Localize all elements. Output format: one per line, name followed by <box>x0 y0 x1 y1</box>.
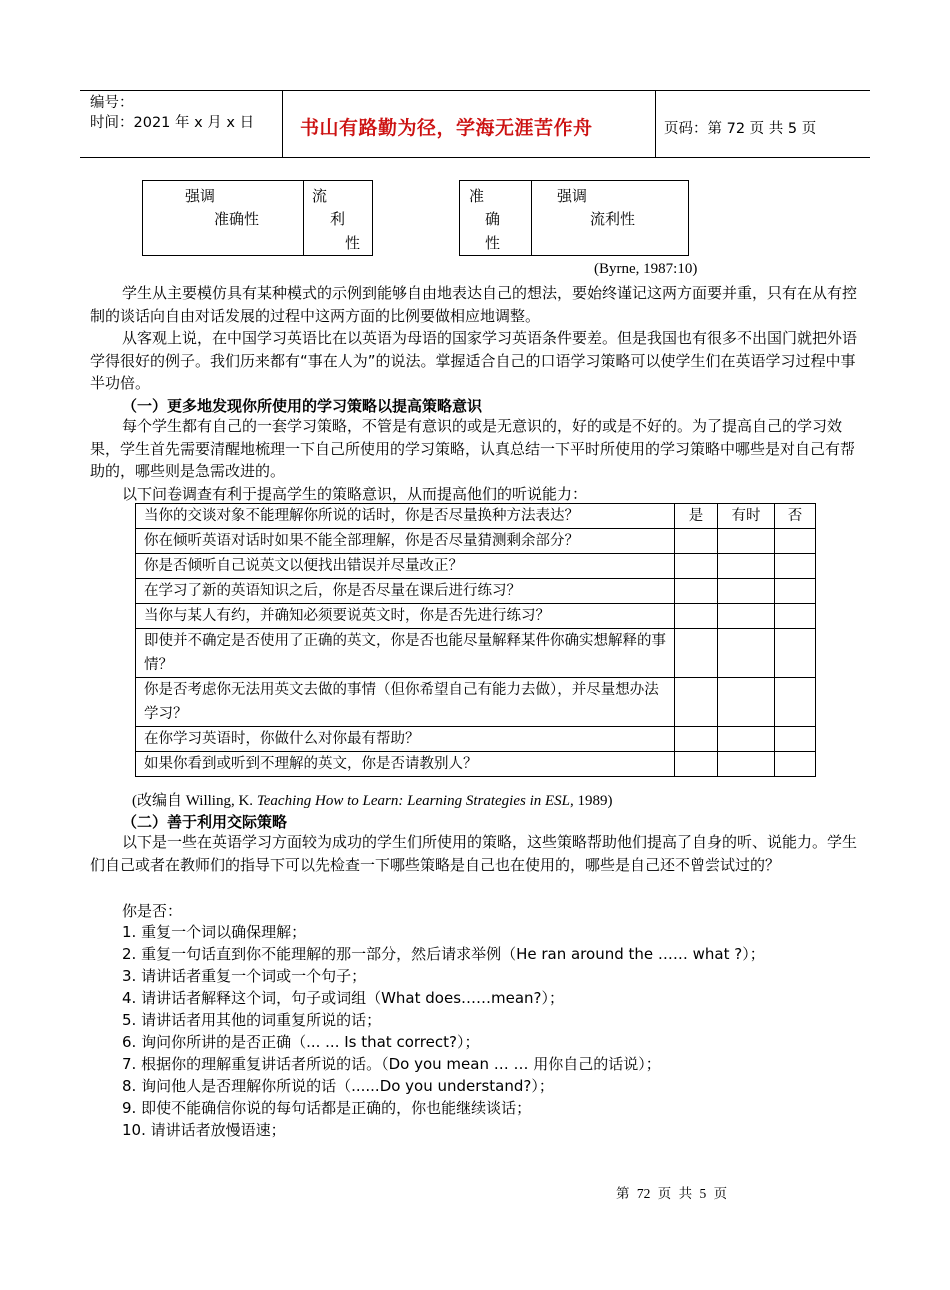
list-item: 5. 请讲话者用其他的词重复所说的话； <box>122 1011 382 1029</box>
list-item: 8. 询问他人是否理解你所说的话（......Do you understand?）； <box>122 1077 554 1095</box>
survey-answer-sometimes[interactable] <box>718 752 775 777</box>
table-row <box>136 554 816 579</box>
survey-answer-yes[interactable] <box>675 554 718 579</box>
paragraph-context: 从客观上说，在中国学习英语比在以英语为母语的国家学习英语条件要差。但是我国也有很多不出国门就把外语学得很好的例子。我们历来都有“事在人为”的说法。掌握适合自己的口语学习策略可以使学生们在英语学习过程中事半功倍。 <box>90 329 858 392</box>
survey-answer-no[interactable] <box>775 579 816 604</box>
survey-question: 当你的交谈对象不能理解你所说的话时，你是否尽量换种方法表达？ <box>136 504 675 529</box>
accuracy-box-divider <box>303 180 304 256</box>
list-item: 9. 即使不能确信你说的每句话都是正确的，你也能继续谈话； <box>122 1099 532 1117</box>
survey-answer-sometimes[interactable] <box>718 678 775 727</box>
survey-answer-sometimes[interactable] <box>718 629 775 678</box>
survey-answer-no[interactable] <box>775 529 816 554</box>
survey-answer-yes[interactable] <box>675 529 718 554</box>
header-divider-right <box>655 90 656 158</box>
section-heading-1: （一）更多地发现你所使用的学习策略以提高策略意识 <box>122 397 483 415</box>
accuracy-box-fluency-2: 利 <box>330 210 346 228</box>
survey-answer-sometimes[interactable] <box>718 554 775 579</box>
fluency-box-emphasis: 强调 <box>557 187 588 205</box>
citation-willing-suffix: , 1989) <box>570 793 613 809</box>
survey-answer-yes[interactable] <box>675 604 718 629</box>
survey-question: 即使并不确定是否使用了正确的英文，你是否也能尽量解释某件你确实想解释的事情？ <box>136 629 675 678</box>
survey-answer-yes[interactable] <box>675 579 718 604</box>
header-motto: 书山有路勤为径，学海无涯苦作舟 <box>300 117 593 139</box>
survey-question: 你是否倾听自己说英文以便找出错误并尽量改正？ <box>136 554 675 579</box>
table-row <box>136 752 816 777</box>
survey-header-sometimes: 有时 <box>718 504 775 529</box>
table-row <box>136 579 816 604</box>
survey-answer-yes[interactable] <box>675 752 718 777</box>
list-intro: 你是否： <box>122 902 183 920</box>
paragraph-communication: 以下是一些在英语学习方面较为成功的学生们所使用的策略，这些策略帮助他们提高了自身的听、说能力。学生们自己或者在教师们的指导下可以先检查一下哪些策略是自己也在使用的，哪些是自己还不曾尝试过的？ <box>90 833 858 874</box>
survey-answer-no[interactable] <box>775 727 816 752</box>
list-item: 1. 重复一个词以确保理解； <box>122 923 307 941</box>
survey-answer-sometimes[interactable] <box>718 604 775 629</box>
survey-header-no: 否 <box>775 504 816 529</box>
survey-header-yes: 是 <box>675 504 718 529</box>
header-top-rule <box>80 90 870 91</box>
list-item: 4. 请讲话者解释这个词，句子或词组（What does……mean?）； <box>122 989 565 1007</box>
header-number: 编号： <box>90 95 134 111</box>
survey-answer-sometimes[interactable] <box>718 727 775 752</box>
fluency-box-divider <box>531 180 532 256</box>
table-row <box>136 529 816 554</box>
citation-willing <box>132 789 613 810</box>
survey-answer-sometimes[interactable] <box>718 579 775 604</box>
citation-willing-title: Teaching How to Learn: Learning Strategies in ESL <box>256 793 571 809</box>
survey-answer-sometimes[interactable] <box>718 529 775 554</box>
fluency-box-fluency: 流利性 <box>590 210 636 228</box>
fluency-box-accuracy-3: 性 <box>485 234 501 252</box>
survey-intro: 以下问卷调查有利于提高学生的策略意识，从而提高他们的听说能力： <box>122 485 588 503</box>
table-row <box>136 504 816 529</box>
page-footer: 第 72 页 共 5 页 <box>616 1186 728 1201</box>
list-item: 3. 请讲话者重复一个词或一个句子； <box>122 967 367 985</box>
accuracy-box-fluency-1: 流 <box>312 187 328 205</box>
survey-question: 如果你看到或听到不理解的英文，你是否请教别人？ <box>136 752 675 777</box>
header-divider-left <box>282 90 283 158</box>
survey-answer-yes[interactable] <box>675 629 718 678</box>
section-heading-2: （二）善于利用交际策略 <box>122 813 288 831</box>
survey-answer-no[interactable] <box>775 554 816 579</box>
survey-question: 你在倾听英语对话时如果不能全部理解，你是否尽量猜测剩余部分？ <box>136 529 675 554</box>
list-item: 10. 请讲话者放慢语速； <box>122 1121 286 1139</box>
table-row <box>136 727 816 752</box>
citation-byrne: (Byrne, 1987:10) <box>594 261 698 277</box>
table-row <box>136 604 816 629</box>
accuracy-box-accuracy: 准确性 <box>214 210 260 228</box>
table-row <box>136 629 816 678</box>
fluency-box-accuracy-1: 准 <box>469 187 485 205</box>
header-meta <box>90 93 254 133</box>
survey-question: 在学习了新的英语知识之后，你是否尽量在课后进行练习？ <box>136 579 675 604</box>
fluency-box-accuracy-2: 确 <box>485 210 501 228</box>
accuracy-box-emphasis: 强调 <box>185 187 216 205</box>
survey-question: 在你学习英语时，你做什么对你最有帮助？ <box>136 727 675 752</box>
header-bottom-rule <box>80 157 870 158</box>
survey-answer-no[interactable] <box>775 604 816 629</box>
list-item: 7. 根据你的理解重复讲话者所说的话。（Do you mean … … 用你自己的话说）； <box>122 1055 661 1073</box>
citation-willing-prefix: (改编自 Willing, K. <box>132 793 257 809</box>
header-time: 时间：2021 年 x 月 x 日 <box>90 115 255 131</box>
survey-answer-yes[interactable] <box>675 678 718 727</box>
survey-question: 当你与某人有约，并确知必须要说英文时，你是否先进行练习？ <box>136 604 675 629</box>
survey-answer-no[interactable] <box>775 678 816 727</box>
header-page-number: 页码：第 72 页 共 5 页 <box>664 121 817 137</box>
list-item: 6. 询问你所讲的是否正确（... ... Is that correct?）； <box>122 1033 480 1051</box>
survey-question: 你是否考虑你无法用英文去做的事情（但你希望自己有能力去做），并尽量想办法学习？ <box>136 678 675 727</box>
accuracy-box-fluency-3: 性 <box>345 234 361 252</box>
paragraph-balance: 学生从主要模仿具有某种模式的示例到能够自由地表达自己的想法，要始终谨记这两方面要并重，只有在从有控制的谈话向自由对话发展的过程中这两方面的比例要做相应地调整。 <box>90 284 858 325</box>
paragraph-strategies: 每个学生都有自己的一套学习策略，不管是有意识的或是无意识的，好的或是不好的。为了提高自己的学习效果，学生首先需要清醒地梳理一下自己所使用的学习策略，认真总结一下平时所使用的学习策略中哪些是对自己有帮助的，哪些则是急需改进的。 <box>90 417 856 480</box>
survey-answer-no[interactable] <box>775 752 816 777</box>
survey-table <box>135 503 816 777</box>
survey-answer-yes[interactable] <box>675 727 718 752</box>
table-row <box>136 678 816 727</box>
survey-answer-no[interactable] <box>775 629 816 678</box>
list-item: 2. 重复一句话直到你不能理解的那一部分，然后请求举例（He ran around the …… what ?）； <box>122 945 765 963</box>
